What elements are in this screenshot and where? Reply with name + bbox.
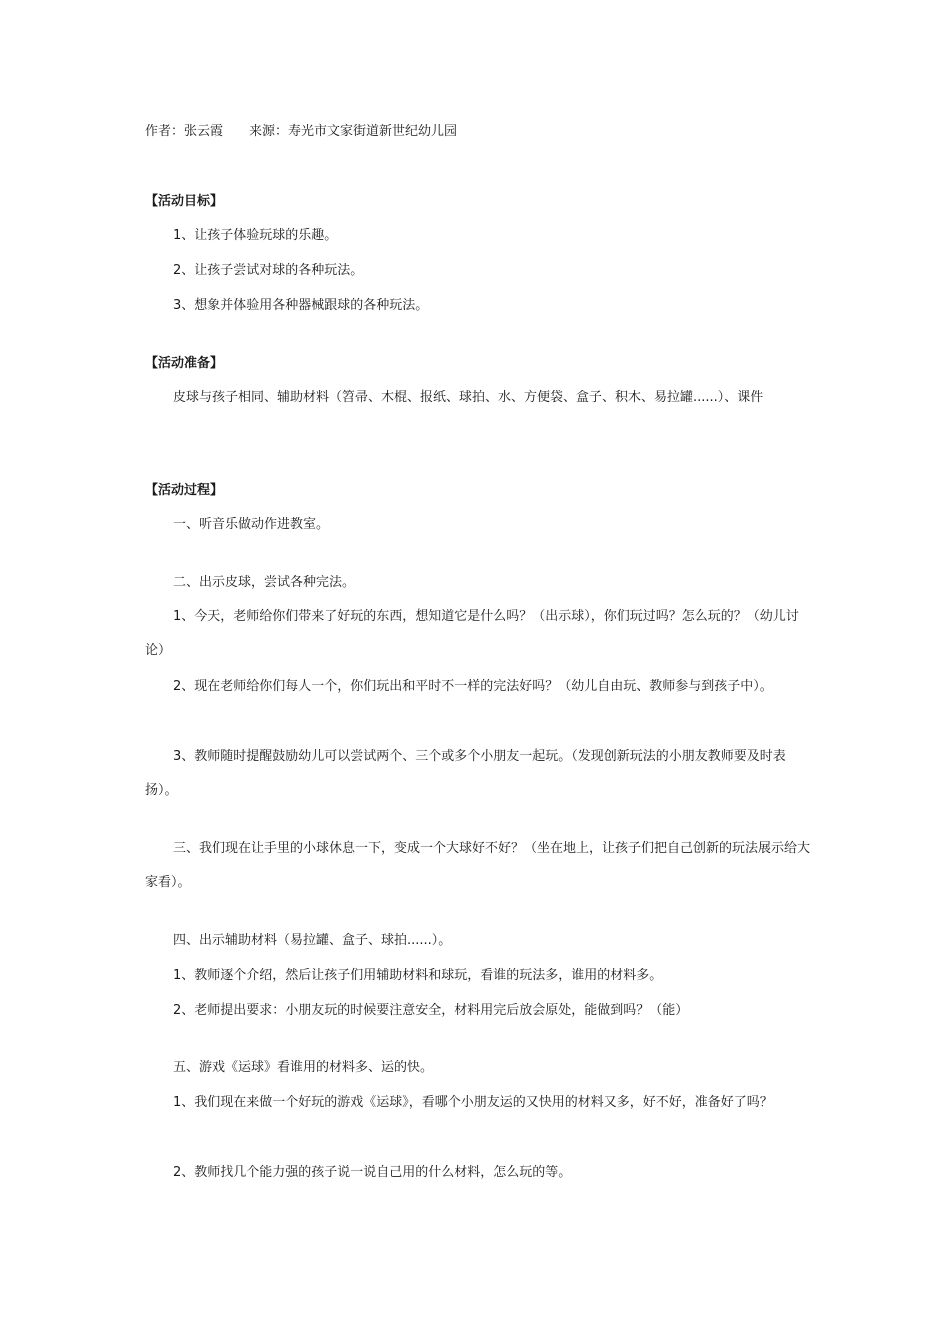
goal-item: 2、让孩子尝试对球的各种玩法。 bbox=[173, 263, 364, 278]
process-substep: 1、今天，老师给你们带来了好玩的东西，想知道它是什么吗？（出示球），你们玩过吗？怎么玩的？（幼儿讨论） bbox=[145, 609, 799, 658]
process-step: 四、出示辅助材料（易拉罐、盒子、球拍......）。 bbox=[173, 933, 452, 948]
prep-heading: 【活动准备】 bbox=[145, 356, 224, 371]
process-substep: 2、现在老师给你们每人一个，你们玩出和平时不一样的完法好吗？（幼儿自由玩、教师参与到孩子中）。 bbox=[173, 679, 773, 694]
process-step: 二、出示皮球，尝试各种完法。 bbox=[173, 575, 356, 590]
prep-text: 皮球与孩子相同、辅助材料（笤帚、木棍、报纸、球拍、水、方便袋、盒子、积木、易拉罐......）、课件 bbox=[173, 390, 764, 405]
process-substep: 2、教师找几个能力强的孩子说一说自己用的什么材料，怎么玩的等。 bbox=[173, 1165, 572, 1180]
process-heading: 【活动过程】 bbox=[145, 483, 224, 498]
goals-heading: 【活动目标】 bbox=[145, 194, 224, 209]
process-substep: 1、我们现在来做一个好玩的游戏《运球》，看哪个小朋友运的又快用的材料又多，好不好，准备好了吗？ bbox=[173, 1095, 773, 1110]
goal-item: 1、让孩子体验玩球的乐趣。 bbox=[173, 228, 338, 243]
process-step: 五、游戏《运球》看谁用的材料多、运的快。 bbox=[173, 1060, 434, 1075]
process-substep: 2、老师提出要求：小朋友玩的时候要注意安全，材料用完后放会原处，能做到吗？（能） bbox=[173, 1003, 689, 1018]
process-substep: 1、教师逐个介绍，然后让孩子们用辅助材料和球玩，看谁的玩法多，谁用的材料多。 bbox=[173, 968, 663, 983]
author-text: 作者：张云霞 bbox=[145, 124, 224, 139]
process-step: 三、我们现在让手里的小球休息一下，变成一个大球好不好？（坐在地上，让孩子们把自己创新的玩法展示给大家看）。 bbox=[145, 841, 811, 890]
goal-item: 3、想象并体验用各种器械跟球的各种玩法。 bbox=[173, 298, 429, 313]
process-substep: 3、教师随时提醒鼓励幼儿可以尝试两个、三个或多个小朋友一起玩。（发现创新玩法的小朋友教师要及时表扬）。 bbox=[145, 749, 786, 798]
article-meta bbox=[145, 122, 457, 142]
source-text: 来源：寿光市文家街道新世纪幼儿园 bbox=[249, 124, 458, 139]
process-step: 一、听音乐做动作进教室。 bbox=[173, 517, 330, 532]
